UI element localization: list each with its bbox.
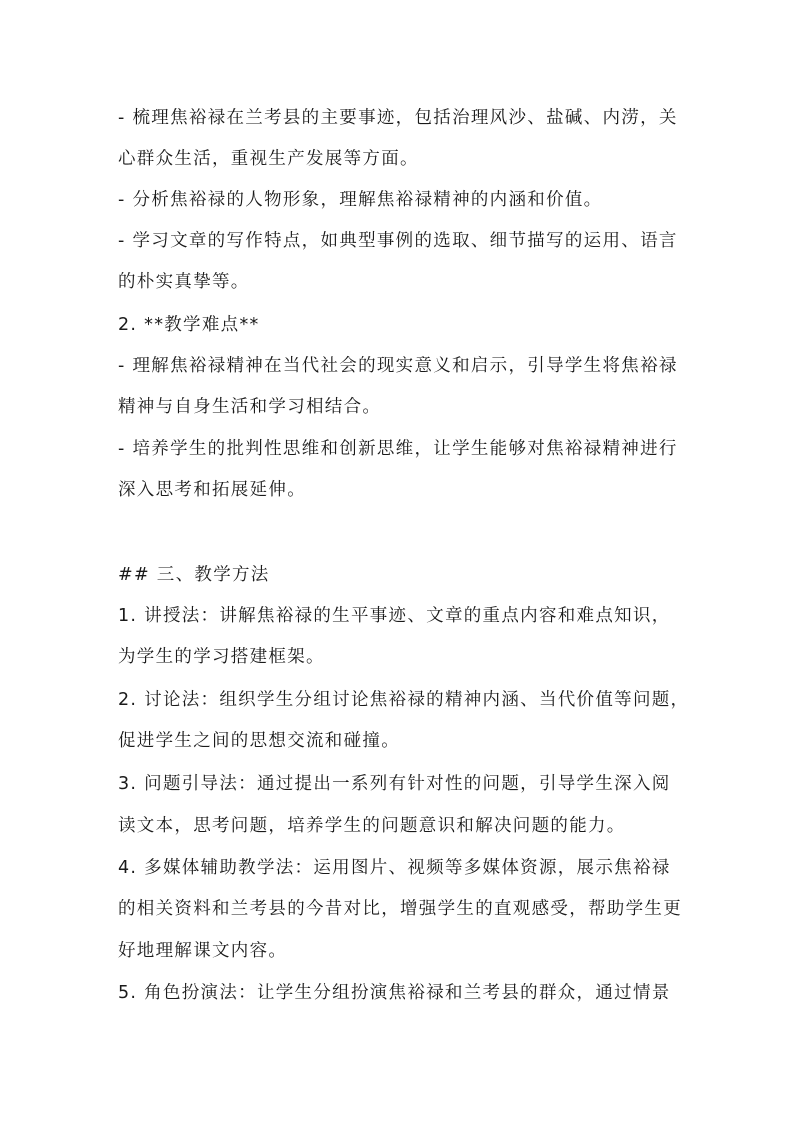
text-line: 3. 问题引导法：通过提出一系列有针对性的问题，引导学生深入阅 — [118, 774, 671, 794]
text-line: - 梳理焦裕禄在兰考县的主要事迹，包括治理风沙、盐碱、内涝，关 — [118, 108, 678, 128]
text-line: 4. 多媒体辅助教学法：运用图片、视频等多媒体资源，展示焦裕禄 — [118, 858, 671, 878]
text-line: 为学生的学习搭建框架。 — [118, 647, 325, 667]
text-line: - 培养学生的批判性思维和创新思维，让学生能够对焦裕禄精神进行 — [118, 439, 678, 459]
text-line: 促进学生之间的思想交流和碰撞。 — [118, 731, 400, 751]
text-line: 好地理解课文内容。 — [118, 941, 288, 961]
text-line: 的朴实真挚等。 — [118, 272, 250, 292]
text-line: 读文本，思考问题，培养学生的问题意识和解决问题的能力。 — [118, 816, 626, 836]
text-line: - 学习文章的写作特点，如典型事例的选取、细节描写的运用、语言 — [118, 231, 678, 251]
chapter-heading: ## 三、教学方法 — [118, 565, 270, 585]
text-line: - 理解焦裕禄精神在当代社会的现实意义和启示，引导学生将焦裕禄 — [118, 356, 678, 376]
text-line: 心群众生活，重视生产发展等方面。 — [118, 149, 419, 169]
text-line: 精神与自身生活和学习相结合。 — [118, 397, 382, 417]
text-line: 5. 角色扮演法：让学生分组扮演焦裕禄和兰考县的群众，通过情景 — [118, 983, 671, 1003]
text-line: 的相关资料和兰考县的今昔对比，增强学生的直观感受，帮助学生更 — [118, 899, 682, 919]
text-line: 2. 讨论法：组织学生分组讨论焦裕禄的精神内涵、当代价值等问题， — [118, 690, 690, 710]
text-line: - 分析焦裕禄的人物形象，理解焦裕禄精神的内涵和价值。 — [118, 190, 603, 210]
text-line: 深入思考和拓展延伸。 — [118, 480, 306, 500]
text-line: 1. 讲授法：讲解焦裕禄的生平事迹、文章的重点内容和难点知识， — [118, 606, 671, 626]
section-heading: 2. **教学难点** — [118, 315, 260, 335]
